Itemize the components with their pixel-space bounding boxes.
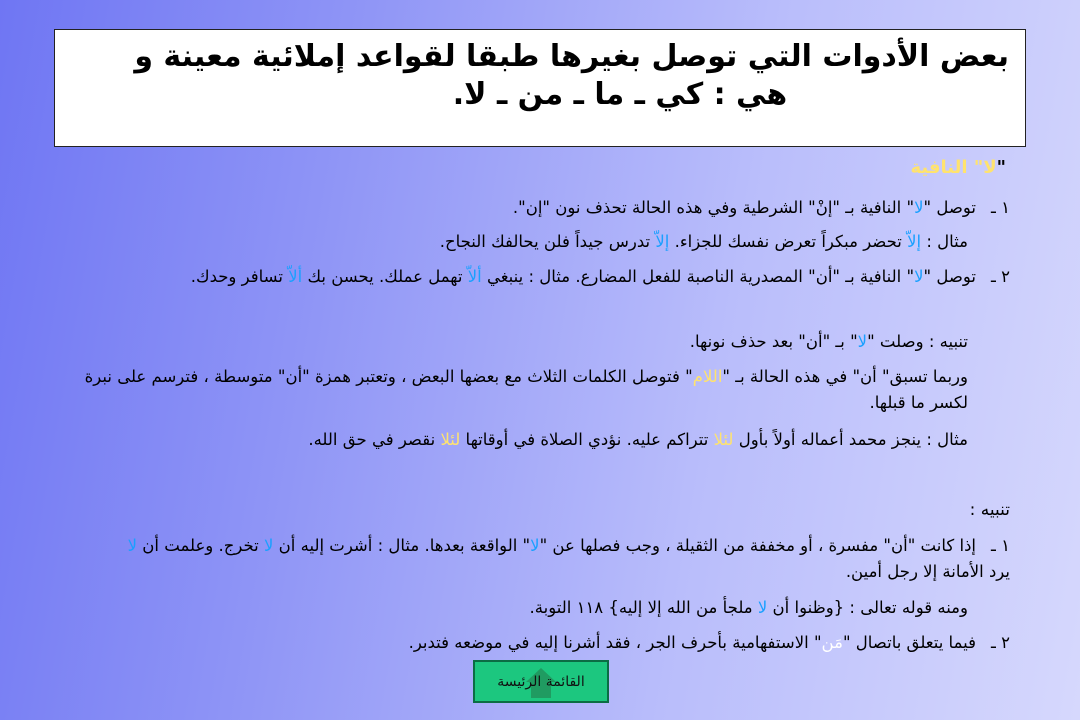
rule-number: ٢ ـ (991, 267, 1010, 286)
title-line-1: بعض الأدوات التي توصل بغيرها طبقا لقواعد إملائية معينة و (134, 39, 1009, 74)
title-line-2: هي : كي ـ ما ـ من ـ لا. (452, 77, 788, 112)
rule-1: ١ ـتوصل "لا" النافية بـ "إنْ" الشرطية وفي هذه الحالة تحذف نون "إن". (110, 195, 1010, 221)
section-heading-note: تنبيه : (969, 500, 1010, 520)
main-menu-button[interactable] (473, 660, 609, 703)
note-rule-1: ١ ـإذا كانت "أن" مفسرة ، أو مخففة من الثقيلة ، وجب فصلها عن "لا" الواقعة بعدها. مثال : أشرت إليه أن لا تخرج. وعلمت أن لا يرد الأمانة إلا رجل أمين. (110, 533, 1010, 585)
quran-example: ومنه قوله تعالى : {وظنوا أن لا ملجأ من الله إلا إليه} ١١٨ التوبة. (529, 598, 968, 617)
rule-number: ١ ـ (991, 198, 1010, 217)
main-menu-label: القائمة الرئيسة (497, 673, 585, 690)
section-heading-la-nafiya: "لا" النافية (910, 157, 1006, 178)
note-2: وربما تسبق" أن" في هذه الحالة بـ "اللام" فتوصل الكلمات الثلاث مع بعضها البعض ، وتعتبر همزة "أن" متوسطة ، فترسم على نبرة لكسر ما قبلها. (84, 367, 968, 412)
example-1: مثال : إلاّ تحضر مبكراً تعرض نفسك للجزاء. إلاّ تدرس جيداً فلن يحالفك النجاح. (439, 232, 968, 251)
note-rule-2: ٢ ـفيما يتعلق باتصال "مَن" الاستفهامية بأحرف الجر ، فقد أشرنا إليه في موضعه فتدبر. (110, 630, 1010, 656)
note-1: تنبيه : وصلت "لا" بـ "أن" بعد حذف نونها. (689, 332, 968, 351)
rule-2: ٢ ـتوصل "لا" النافية بـ "أن" المصدرية الناصبة للفعل المضارع. مثال : ينبغي ألاّ تهمل عملك. يحسن بك ألاّ تسافر وحدك. (80, 264, 1010, 290)
example-2: مثال : ينجز محمد أعماله أولاً بأول لئلا تتراكم عليه. نؤدي الصلاة في أوقاتها لئلا نقصر في حق الله. (308, 430, 968, 449)
rule-number: ٢ ـ (991, 633, 1010, 652)
rule-number: ١ ـ (991, 536, 1010, 555)
title-box (54, 29, 1026, 147)
